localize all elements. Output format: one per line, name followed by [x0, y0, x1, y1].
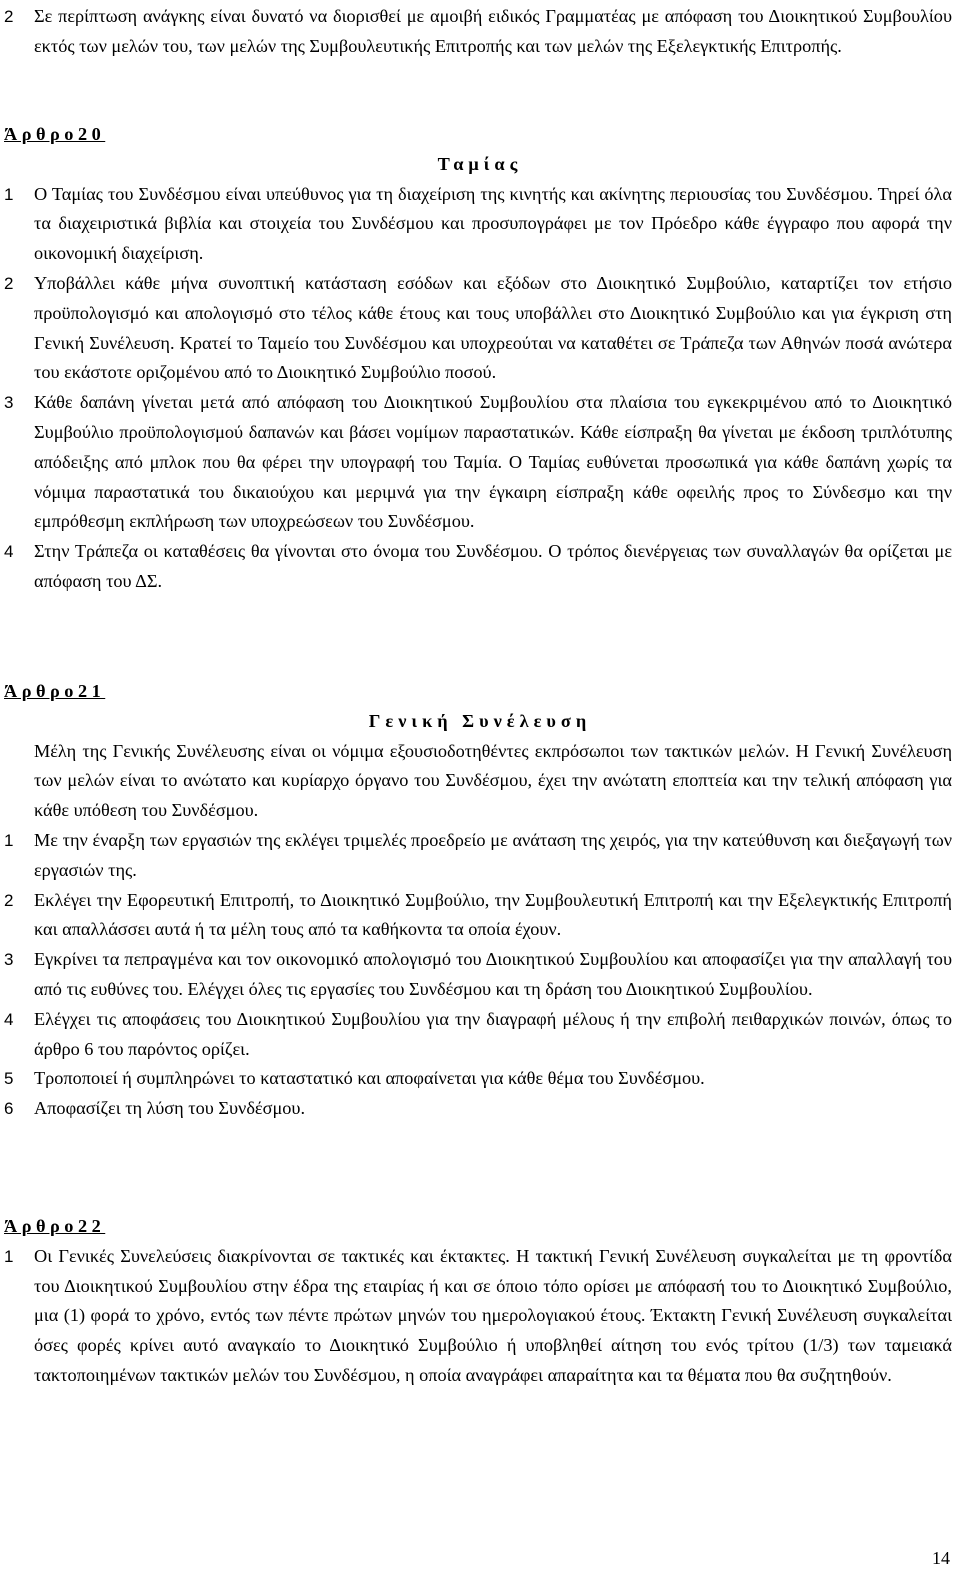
paragraph-number: 1	[4, 184, 14, 204]
paragraph	[0, 180, 960, 269]
paragraph-text: Οι Γενικές Συνελεύσεις διακρίνονται σε τακτικές και έκτακτες. Η τακτική Γενική Συνέλευση συγκαλείται με τη φροντίδα του Διοικητικού Συμβουλίου στην έδρα της εταιρίας ή και σε όποιο τόπο ορίσει με απόφασή του το Διοικητικό Συμβούλιο, μια (1) φορά το χρόνο, εντός των πέντε πρώτων μηνών του ημερολογιακού έτους. Έκτακτη Γενική Συνέλευση συγκαλείται όσες φορές κρίνει αυτό αναγκαίο το Διοικητικό Συμβούλιο ή υποβληθεί αίτηση του ενός τρίτου (1/3) των ταμειακά τακτοποιημένων τακτικών μελών του Συνδέσμου, η οποία αναγράφει απαραίτητα και τα θέματα που θα συζητηθούν.	[34, 1245, 952, 1385]
paragraph	[0, 826, 960, 886]
paragraph	[0, 1094, 960, 1124]
article-heading: Άρθρο20	[4, 124, 106, 144]
paragraph-number: 2	[4, 273, 14, 293]
article-22	[0, 1212, 960, 1391]
paragraph	[0, 1242, 960, 1391]
paragraph-text: Εγκρίνει τα πεπραγμένα και τον οικονομικό απολογισμό του Διοικητικού Συμβουλίου και αποφασίζει για την απαλλαγή του από τις ευθύνες του. Ελέγχει όλες τις εργασίες του Συνδέσμου και τη δράση του Διοικητικού Συμβουλίου.	[34, 949, 952, 999]
article-intro: Μέλη της Γενικής Συνέλευσης είναι οι νόμιμα εξουσιοδοτηθέντες εκπρόσωποι των τακτικών μελών. Η Γενική Συνέλευση των μελών είναι το ανώτατο και κυρίαρχο όργανο του Συνδέσμου, έχει την ανώτατη εποπτεία και την τελική απόφαση για κάθε υπόθεση του Συνδέσμου.	[34, 740, 952, 821]
paragraph	[0, 886, 960, 946]
paragraph-number: 1	[4, 1246, 14, 1266]
paragraph	[0, 537, 960, 597]
paragraph-text: Εκλέγει την Εφορευτική Επιτροπή, το Διοικητικό Συμβούλιο, την Συμβουλευτική Επιτροπή και την Εξελεγκτικής Επιτροπή και απαλλάσσει αυτά ή τα μέλη τους από τα καθήκοντα τα οποία έχουν.	[34, 889, 952, 940]
paragraph-number: 4	[4, 542, 14, 562]
paragraph-number: 1	[4, 830, 14, 850]
paragraph-text: Στην Τράπεζα οι καταθέσεις θα γίνονται στο όνομα του Συνδέσμου. Ο τρόπος διενέργειας των συναλλαγών θα ορίζεται με απόφαση του ΔΣ.	[34, 541, 952, 591]
paragraph-number: 3	[4, 393, 14, 413]
paragraph	[0, 1005, 960, 1065]
paragraph-number: 4	[4, 1009, 14, 1029]
paragraph-text: Κάθε δαπάνη γίνεται μετά από απόφαση του Διοικητικού Συμβουλίου στα πλαίσια του εγκεκριμένου από το Διοικητικό Συμβούλιο προϋπολογισμού δαπανών και βάσει νομίμων παραστατικών. Κάθε είσπραξη θα γίνεται με έκδοση τριπλότυπης απόδειξης από μπλοκ που θα φέρει την υπογραφή του Ταμία. Ο Ταμίας ευθύνεται προσωπικά για κάθε δαπάνη χωρίς τα νόμιμα παραστατικά του δικαιούχου και μεριμνά για την έγκαιρη είσπραξη κάθε οφειλής προς το Σύνδεσμο και την εμπρόθεσμη εκπλήρωση των υποχρεώσεων του Συνδέσμου.	[34, 392, 952, 532]
paragraph-text: Ο Ταμίας του Συνδέσμου είναι υπεύθυνος για τη διαχείριση της κινητής και ακίνητης περιουσίας του Συνδέσμου. Τηρεί όλα τα διαχειριστικά βιβλία και στοιχεία του Συνδέσμου και προσυπογράφει με τον Πρόεδρο κάθε έγγραφο που αφορά την οικονομική διαχείριση.	[34, 183, 952, 264]
paragraph-number: 2	[4, 7, 14, 26]
paragraph-number: 5	[4, 1069, 14, 1089]
paragraph	[0, 945, 960, 1005]
paragraph-text: Ελέγχει τις αποφάσεις του Διοικητικού Συμβουλίου για την διαγραφή μέλους ή την επιβολή πειθαρχικών ποινών, όπως το άρθρο 6 του παρόντος ορίζει.	[34, 1008, 952, 1059]
paragraph-text: Τροποποιεί ή συμπληρώνει το καταστατικό και αποφαίνεται για κάθε θέμα του Συνδέσμου.	[34, 1068, 705, 1089]
article-heading: Άρθρο22	[4, 1216, 106, 1236]
paragraph	[0, 388, 960, 537]
paragraph-text: Με την έναρξη των εργασιών της εκλέγει τριμελές προεδρείο με ανάταση της χειρός, για την κατεύθυνση και διεξαγωγή των εργασιών της.	[34, 829, 952, 880]
section-continuation	[0, 2, 960, 62]
paragraph-text: Αποφασίζει τη λύση του Συνδέσμου.	[34, 1098, 306, 1119]
paragraph	[0, 269, 960, 388]
article-20	[0, 120, 960, 597]
paragraph-number: 2	[4, 890, 14, 910]
paragraph-number: 6	[4, 1099, 14, 1119]
article-heading: Άρθρο21	[4, 681, 106, 701]
paragraph-text: Υποβάλλει κάθε μήνα συνοπτική κατάσταση εσόδων και εξόδων στο Διοικητικό Συμβούλιο, καταρτίζει τον ετήσιο προϋπολογισμό και απολογισμό στο τέλος κάθε έτους και τους υποβάλλει στο Διοικητικό Συμβούλιο και για έγκριση στη Γενική Συνέλευση. Κρατεί το Ταμείο του Συνδέσμου και υποχρεούται να καταθέτει σε Τράπεζα των Αθηνών ποσά ανώτερα του εκάστοτε οριζομένου από το Διοικητικό Συμβούλιο ποσού.	[34, 272, 952, 383]
article-21	[0, 677, 960, 1124]
page-number: 14	[932, 1548, 950, 1568]
article-title: Γενική Συνέλευση	[368, 710, 592, 731]
article-title: Ταμίας	[437, 153, 523, 174]
paragraph-text: Σε περίπτωση ανάγκης είναι δυνατό να διορισθεί με αμοιβή ειδικός Γραμματέας με απόφαση του Διοικητικού Συμβουλίου εκτός των μελών του, των μελών της Συμβουλευτικής Επιτροπής και των μελών της Εξελεγκτικής Επιτροπής.	[34, 6, 952, 56]
paragraph	[0, 2, 960, 62]
paragraph	[0, 1064, 960, 1094]
paragraph-number: 3	[4, 950, 14, 970]
